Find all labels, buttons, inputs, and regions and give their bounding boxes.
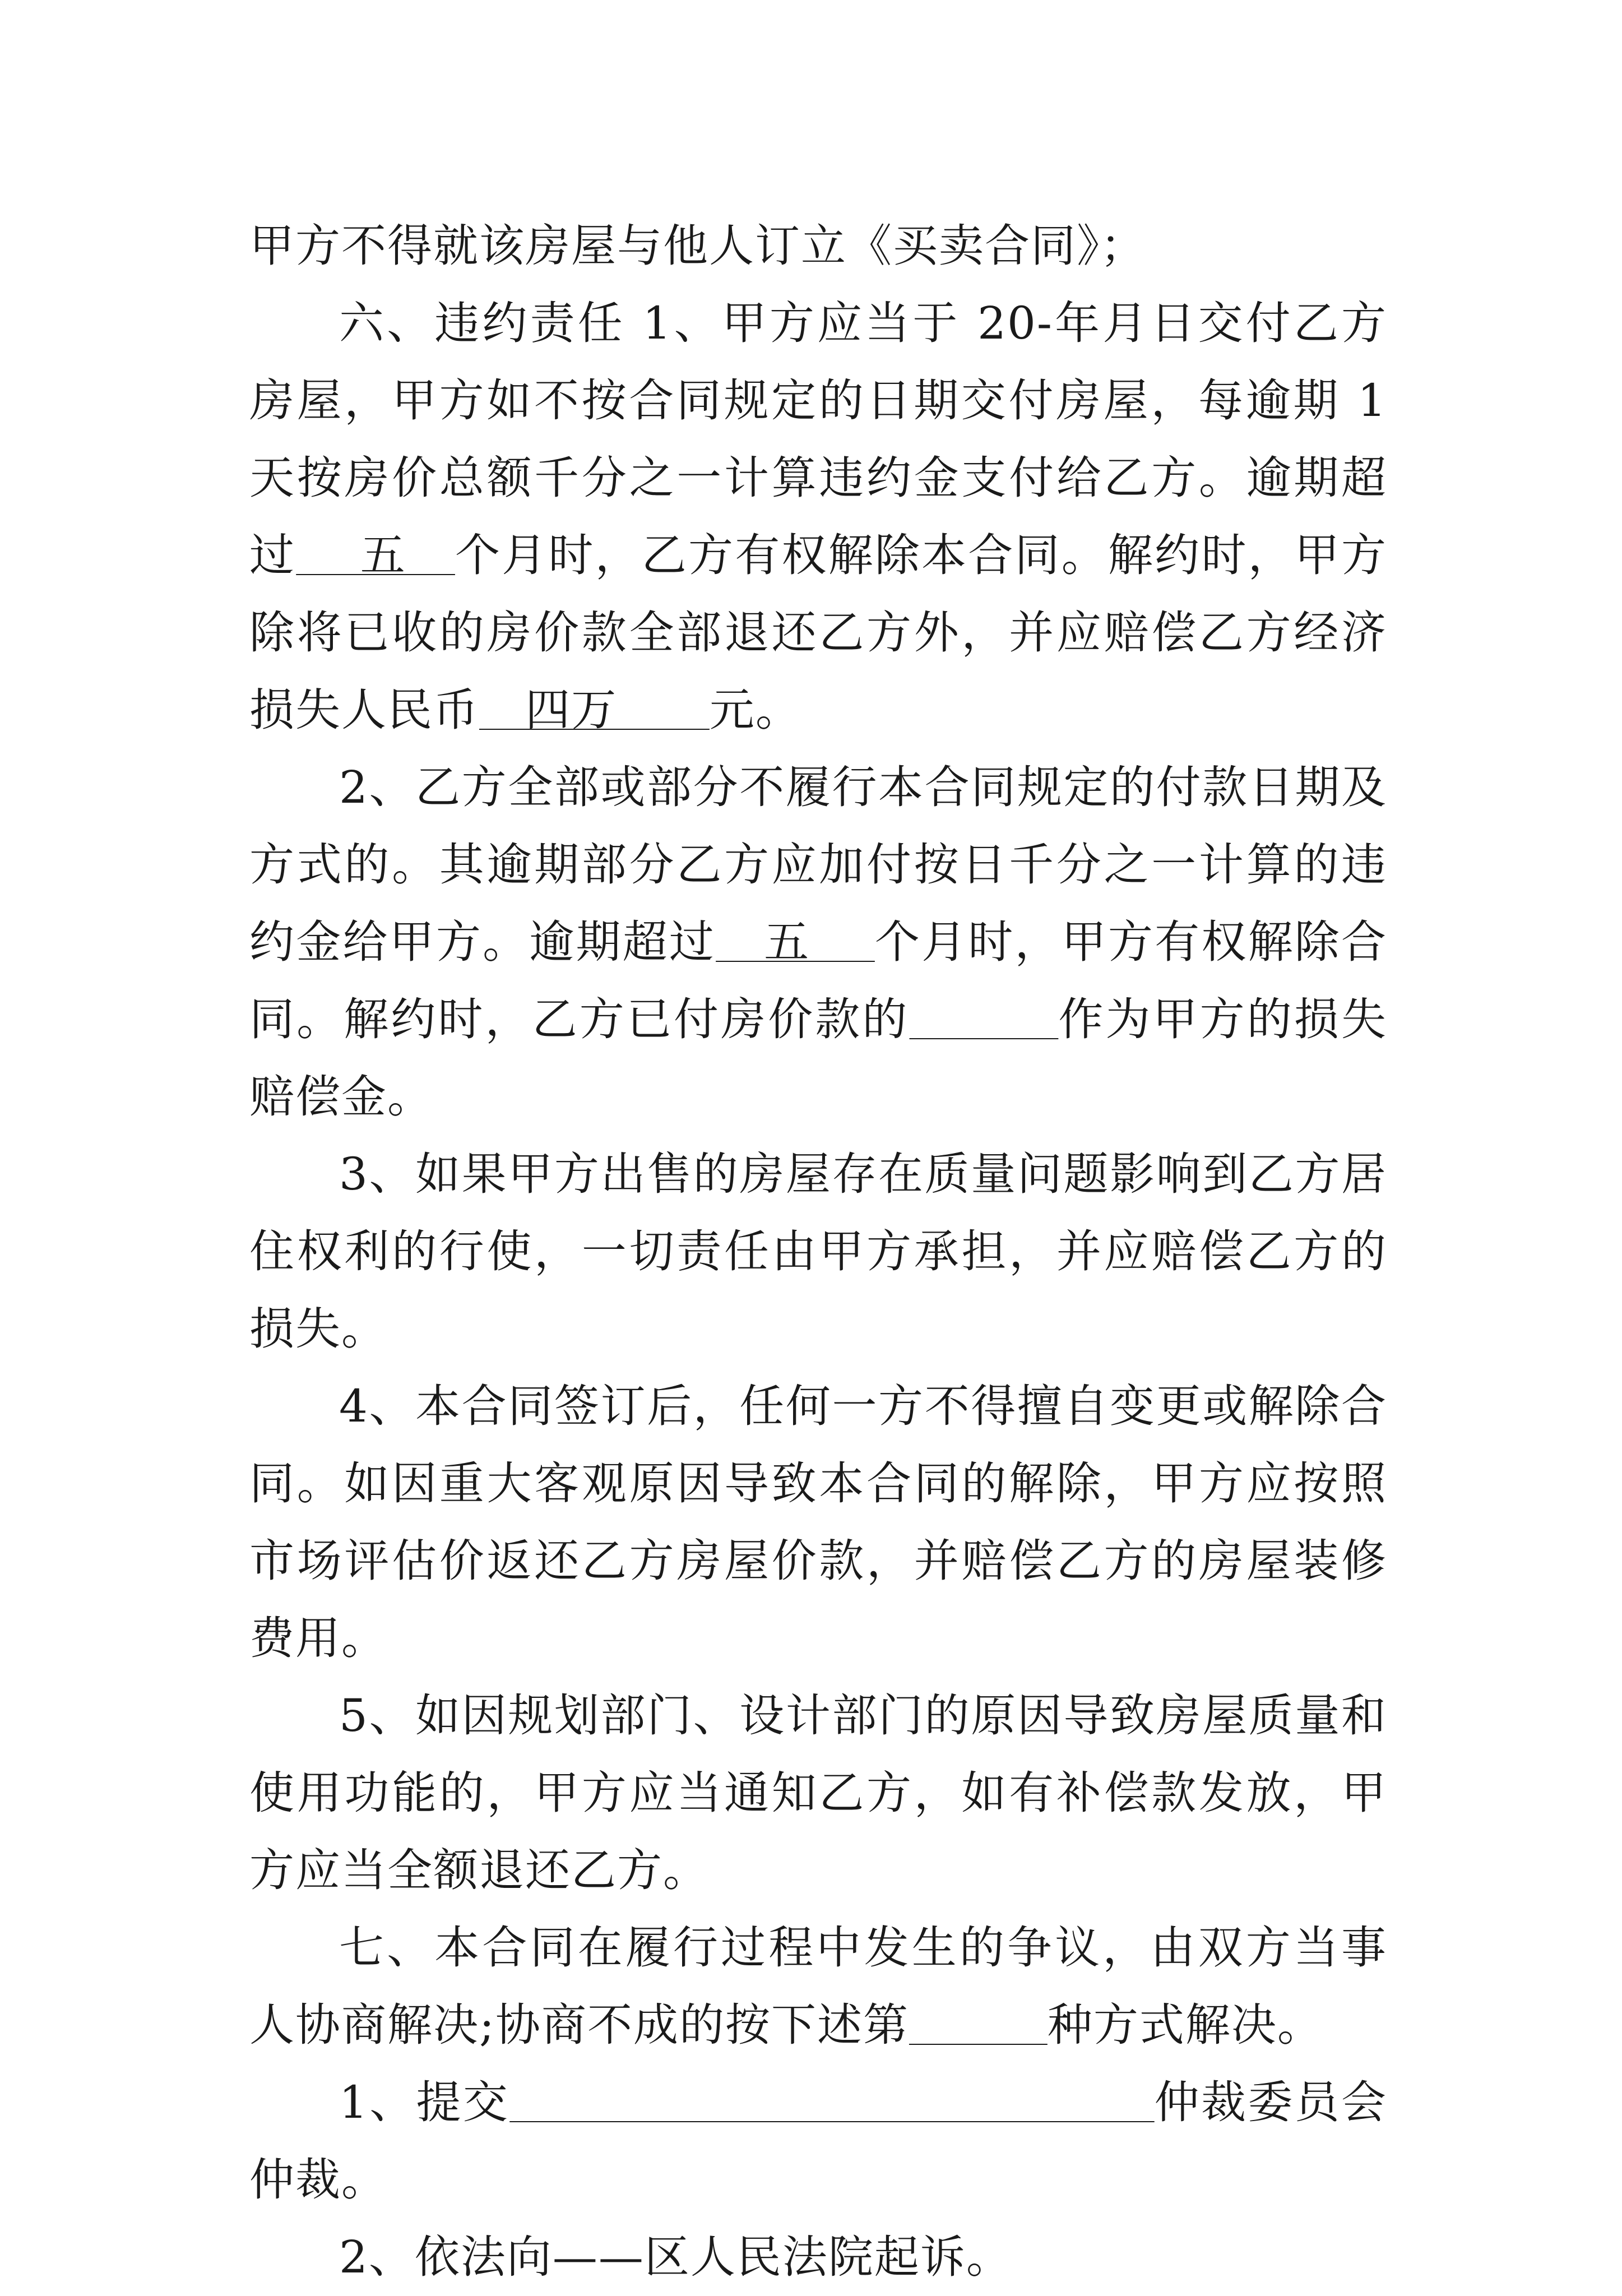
paragraph-text: 1、提交 — [339, 2076, 510, 2128]
paragraph-text: 甲方不得就该房屋与他人订立《买卖合同》； — [249, 220, 1146, 272]
paragraph-clause-6-item-2 — [249, 749, 1387, 1136]
paragraph-text: 4、本合同签订后，任何一方不得擅自变更或解除合同。如因重大客观原因导致本合同的解除，甲方应按照市场评估价返还乙方房屋价款，并赔偿乙方的房屋装修费用。 — [249, 1380, 1387, 1664]
paragraph-clause-6-item-1 — [249, 285, 1387, 749]
paragraph-text: 个月时，甲方有权解除合同。解约时，乙方已付房价款的 — [249, 916, 1387, 1045]
paragraph-clause-6-item-5 — [249, 1677, 1387, 1909]
paragraph-text: 2、依法向——区人民法院起诉。 — [339, 2231, 1012, 2283]
paragraph-clause-7-item-1 — [249, 2064, 1387, 2219]
paragraph-clause-7-item-2 — [249, 2219, 1387, 2296]
paragraph-text: 2、乙方全部或部分不履行本合同规定的付款日期及方式的。其逾期部分乙方应加付按日千分之一计算的违约金给甲方。逾期超过 — [249, 761, 1387, 968]
paragraph-clause-5-end — [249, 207, 1387, 285]
paragraph-clause-7 — [249, 1909, 1387, 2064]
paragraph-text: 3、如果甲方出售的房屋存在质量问题影响到乙方居住权利的行使，一切责任由甲方承担，并应赔偿乙方的损失。 — [249, 1148, 1387, 1355]
fill-blank-ratio — [910, 993, 1059, 1045]
paragraph-text: 元。 — [709, 684, 801, 736]
paragraph-text: 个月时，乙方有权解除本合同。解约时，甲方除将已收的房价款全部退还乙方外，并应赔偿乙方经济损失人民币 — [249, 529, 1387, 736]
paragraph-clause-6-item-3 — [249, 1136, 1387, 1368]
fill-blank-months: 五 — [296, 529, 455, 581]
fill-blank-amount: 四万 — [479, 684, 710, 736]
paragraph-text: 5、如因规划部门、设计部门的原因导致房屋质量和使用功能的，甲方应当通知乙方，如有补偿款发放，甲方应当全额退还乙方。 — [249, 1689, 1387, 1896]
paragraph-clause-6-item-4 — [249, 1368, 1387, 1677]
paragraph-text: 七、本合同在履行过程中发生的争议，由双方当事人协商解决;协商不成的按下述第 — [249, 1922, 1387, 2051]
paragraph-text: 仲裁委员会仲裁。 — [249, 2076, 1388, 2206]
paragraph-text: 作为甲方的损失赔偿金。 — [249, 993, 1388, 1123]
fill-blank-option — [909, 1999, 1048, 2051]
fill-blank-months: 五 — [716, 916, 875, 968]
fill-blank-arbitration — [509, 2076, 1154, 2128]
paragraph-text: 种方式解决。 — [1047, 1999, 1323, 2051]
paragraph-text: 六、违约责任 1、甲方应当于 20-年月日交付乙方房屋，甲方如不按合同规定的日期交付房屋，每逾期 1 天按房价总额千分之一计算违约金支付给乙方。逾期超过 — [249, 297, 1387, 581]
document-body — [249, 207, 1387, 2296]
